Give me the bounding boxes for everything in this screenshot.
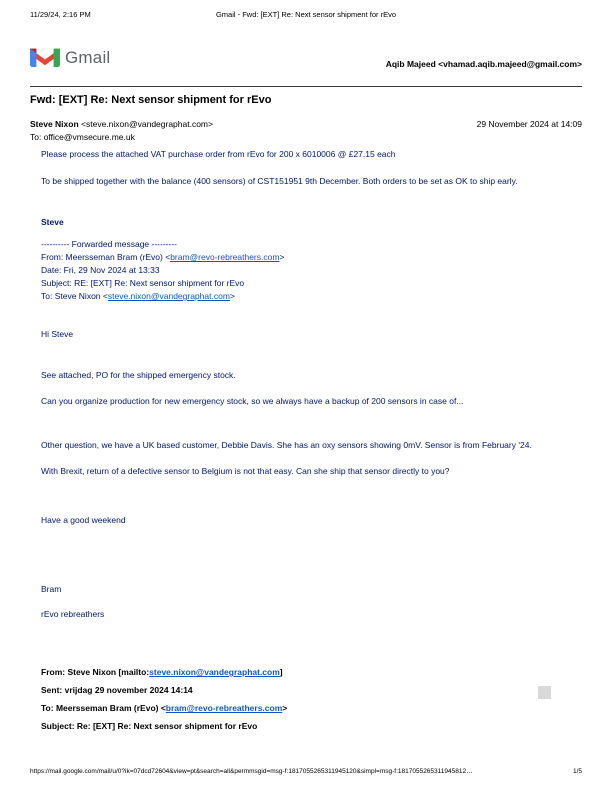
quoted-sent-line: Sent: vrijdag 29 november 2024 14:14 [41, 685, 193, 695]
quoted-to-line: To: Meersseman Bram (rEvo) <bram@revo-rebreathers.com> [41, 703, 288, 713]
signature-bram: Bram [41, 584, 62, 594]
sender-email: <steve.nixon@vandegraphat.com> [78, 119, 213, 129]
gmail-header-row [30, 44, 582, 72]
body-paragraph: See attached, PO for the shipped emergency stock. [41, 370, 236, 380]
header-divider [30, 86, 582, 87]
gmail-m-icon [30, 44, 60, 72]
signature-steve: Steve [41, 217, 64, 227]
body-paragraph: To be shipped together with the balance (400 sensors) of CST151951 9th December. Both orders to be set as OK to ship early. [41, 176, 518, 186]
print-header [0, 10, 612, 22]
forwarded-divider: ---------- Forwarded message --------- [41, 239, 177, 249]
forwarded-date-line: Date: Fri, 29 Nov 2024 at 13:33 [41, 265, 160, 275]
email-meta [30, 119, 582, 142]
body-paragraph: Can you organize production for new emergency stock, so we always have a backup of 200 sensors in case of... [41, 396, 464, 406]
signature-company: rEvo rebreathers [41, 609, 105, 619]
page-number: 1/5 [572, 768, 582, 775]
quoted-message-header [41, 667, 546, 732]
email-subject: Fwd: [EXT] Re: Next sensor shipment for rEvo [30, 94, 272, 106]
body-paragraph: With Brexit, return of a defective sensor to Belgium is not that easy. Can she ship that sensor directly to you? [41, 466, 450, 476]
quoted-to-email-link[interactable]: bram@revo-rebreathers.com [165, 703, 283, 713]
body-greeting: Hi Steve [41, 329, 74, 339]
email-body [41, 149, 546, 739]
quoted-from-line: From: Steve Nixon [mailto:steve.nixon@vandegraphat.com] [41, 667, 283, 677]
gmail-logo [30, 44, 110, 72]
quoted-subject-line: Subject: Re: [EXT] Re: Next sensor shipment for rEvo [41, 721, 258, 731]
gmail-wordmark: Gmail [65, 48, 111, 67]
forwarded-from-email-link[interactable]: bram@revo-rebreathers.com [170, 252, 280, 262]
print-datetime: 11/29/24, 2:16 PM [30, 10, 91, 19]
sender-name: Steve Nixon [30, 119, 79, 129]
forwarded-subject-line: Subject: RE: [EXT] Re: Next sensor shipment for rEvo [41, 278, 245, 288]
forwarded-from-line: From: Meersseman Bram (rEvo) <bram@revo-rebreathers.com> [41, 252, 285, 262]
body-paragraph: Please process the attached VAT purchase order from rEvo for 200 x 6010006 @ £27.15 each [41, 149, 396, 159]
print-document-title: Gmail - Fwd: [EXT] Re: Next sensor shipment for rEvo [215, 10, 397, 19]
forwarded-to-line: To: Steve Nixon <steve.nixon@vandegraphat.com> [41, 291, 235, 301]
forwarded-to-email-link[interactable]: steve.nixon@vandegraphat.com [107, 291, 230, 301]
print-url: https://mail.google.com/mail/u/0?ik=07dcd72604&view=pt&search=all&permmsgid=msg-f:1817055265311945120&simpl=msg-f:1817055265311945812… [30, 768, 473, 775]
quoted-from-email-link[interactable]: steve.nixon@vandegraphat.com [149, 667, 280, 677]
forwarded-message-header [41, 238, 546, 303]
sender-row [30, 119, 582, 129]
email-date: 29 November 2024 at 14:09 [476, 119, 582, 129]
account-owner: Aqib Majeed <vhamad.aqib.majeed@gmail.com> [385, 59, 582, 69]
sender [30, 119, 213, 129]
body-paragraph: Other question, we have a UK based customer, Debbie Davis. She has an oxy sensors showing 0mV. Sensor is from February '24. [41, 440, 532, 450]
embedded-image-placeholder [538, 686, 551, 699]
recipient-line: To: office@vmsecure.me.uk [30, 132, 135, 142]
print-footer [30, 768, 582, 775]
body-paragraph: Have a good weekend [41, 515, 126, 525]
